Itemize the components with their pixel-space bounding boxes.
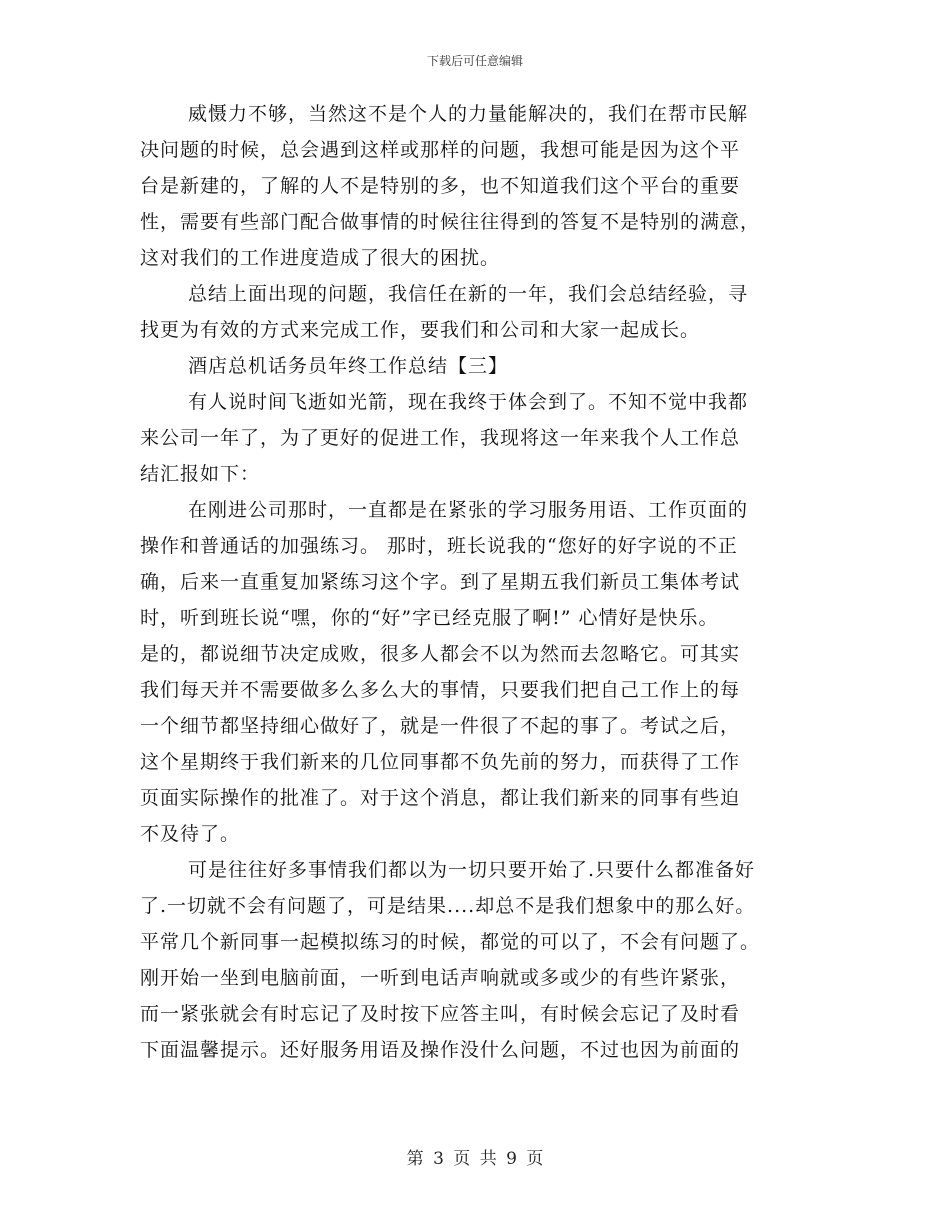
text-line: 操作和普通话的加强练习。 那时，班长说我的“您好的好字说的不正	[140, 535, 738, 557]
text-line: 台是新建的，了解的人不是特别的多，也不知道我们这个平台的重要	[140, 175, 741, 197]
text-line: 了.一切就不会有问题了，可是结果....却总不是我们想象中的那么好。	[140, 895, 756, 917]
text-line: 威慑力不够，当然这不是个人的力量能解决的，我们在帮市民解	[188, 103, 749, 125]
text-line: 页面实际操作的批准了。对于这个消息，都让我们新来的同事有些迫	[140, 787, 741, 809]
page-number-footer: 第 3 页 共 9 页	[406, 1149, 544, 1169]
text-line: 刚开始一坐到电脑前面，一听到电话声响就或多或少的有些许紧张，	[140, 967, 741, 989]
text-line: 结汇报如下：	[140, 463, 261, 485]
text-line: 下面温馨提示。还好服务用语及操作没什么问题，不过也因为前面的	[140, 1039, 741, 1061]
text-line: 是的，都说细节决定成败，很多人都会不以为然而去忽略它。可其实	[140, 643, 741, 665]
text-line: 而一紧张就会有时忘记了及时按下应答主叫，有时候会忘记了及时看	[140, 1003, 741, 1025]
text-line: 来公司一年了，为了更好的促进工作，我现将这一年来我个人工作总	[140, 427, 741, 449]
text-line: 时，听到班长说“嘿，你的“好”字已经克服了啊!” 心情好是快乐。	[140, 607, 719, 629]
text-line: 酒店总机话务员年终工作总结【三】	[188, 355, 509, 377]
text-line: 一个细节都坚持细心做好了，就是一件很了不起的事了。考试之后，	[140, 715, 741, 737]
text-line: 决问题的时候，总会遇到这样或那样的问题，我想可能是因为这个平	[140, 139, 741, 161]
document-body	[140, 96, 820, 1068]
text-line: 总结上面出现的问题，我信任在新的一年，我们会总结经验，寻	[188, 283, 749, 305]
page-header: 下载后可任意编辑	[426, 54, 523, 68]
text-line: 确，后来一直重复加紧练习这个字。到了星期五我们新员工集体考试	[140, 571, 741, 593]
text-line: 找更为有效的方式来完成工作，要我们和公司和大家一起成长。	[140, 319, 701, 341]
text-line: 我们每天并不需要做多么多么大的事情，只要我们把自己工作上的每	[140, 679, 741, 701]
text-line: 不及待了。	[140, 823, 241, 845]
text-line: 这对我们的工作进度造成了很大的困扰。	[140, 247, 501, 269]
text-line: 在刚进公司那时，一直都是在紧张的学习服务用语、工作页面的	[188, 499, 749, 521]
text-line: 这个星期终于我们新来的几位同事都不负先前的努力，而获得了工作	[140, 751, 741, 773]
text-line: 可是往往好多事情我们都以为一切只要开始了.只要什么都准备好	[188, 859, 756, 881]
text-line: 平常几个新同事一起模拟练习的时候，都觉的可以了，不会有问题了。	[140, 931, 761, 953]
text-line: 性，需要有些部门配合做事情的时候往往得到的答复不是特别的满意，	[140, 211, 761, 233]
text-line: 有人说时间飞逝如光箭，现在我终于体会到了。不知不觉中我都	[188, 391, 749, 413]
